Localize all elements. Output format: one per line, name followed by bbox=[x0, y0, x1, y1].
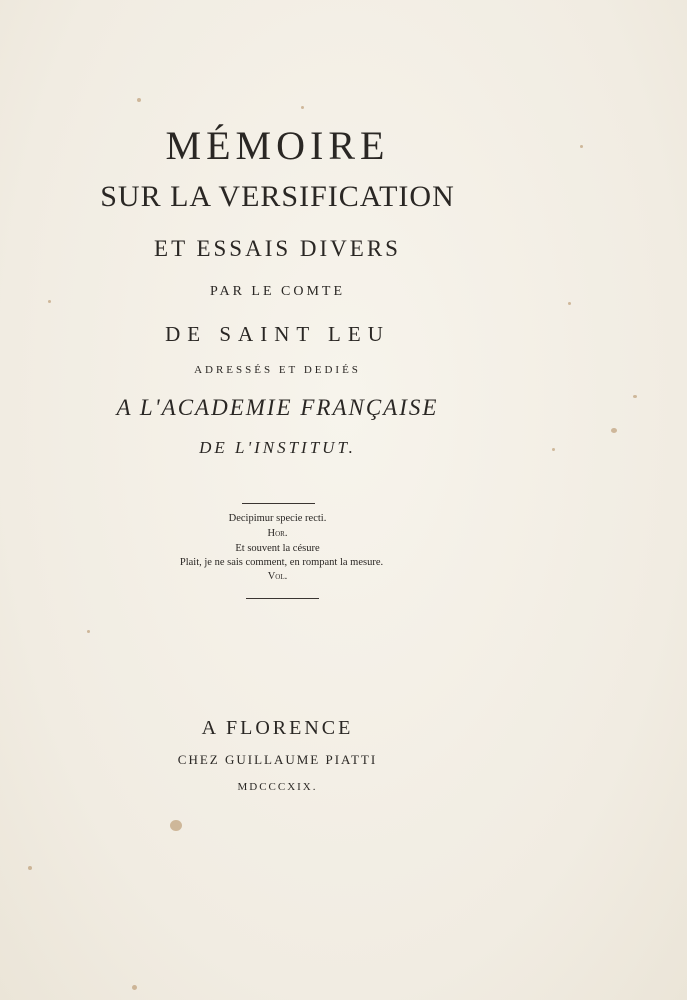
epigraph-quote-2-line-2: Plait, je ne sais comment, en rompant la mesure. bbox=[179, 557, 384, 568]
dedicatee-line-2: DE L'INSTITUT. bbox=[199, 438, 356, 457]
title: MÉMOIRE bbox=[165, 123, 390, 168]
subtitle-line-1: SUR LA VERSIFICATION bbox=[100, 180, 455, 213]
imprint-year: MDCCCXIX. bbox=[237, 781, 318, 793]
imprint-publisher: CHEZ GUILLAUME PIATTI bbox=[177, 752, 378, 767]
foxing-spot bbox=[28, 866, 32, 870]
subtitle-line-2: ET ESSAIS DIVERS bbox=[154, 236, 401, 261]
epigraph-attribution-2: Vol. bbox=[267, 571, 288, 582]
dedicatee-line-1: A L'ACADEMIE FRANÇAISE bbox=[116, 395, 439, 420]
foxing-spot bbox=[170, 820, 182, 831]
foxing-spot bbox=[48, 300, 51, 303]
author-name: DE SAINT LEU bbox=[165, 322, 390, 346]
foxing-spot bbox=[301, 106, 304, 109]
foxing-spot bbox=[611, 428, 617, 433]
foxing-spot bbox=[580, 145, 583, 148]
foxing-spot bbox=[132, 985, 137, 990]
epigraph-quote-1: Decipimur specie recti. bbox=[228, 513, 327, 524]
divider-top bbox=[242, 503, 315, 504]
foxing-spot bbox=[552, 448, 555, 451]
foxing-spot bbox=[87, 630, 90, 633]
epigraph-attribution-1: Hor. bbox=[267, 528, 288, 539]
foxing-spot bbox=[137, 98, 141, 102]
by-line: PAR LE COMTE bbox=[209, 284, 346, 299]
foxing-spot bbox=[568, 302, 571, 305]
epigraph-quote-2-line-1: Et souvent la césure bbox=[235, 543, 320, 554]
foxing-spot bbox=[633, 395, 637, 398]
divider-bottom bbox=[246, 598, 319, 599]
imprint-place: A FLORENCE bbox=[201, 717, 354, 739]
addressed-line: ADRESSÉS ET DEDIÉS bbox=[194, 364, 361, 376]
